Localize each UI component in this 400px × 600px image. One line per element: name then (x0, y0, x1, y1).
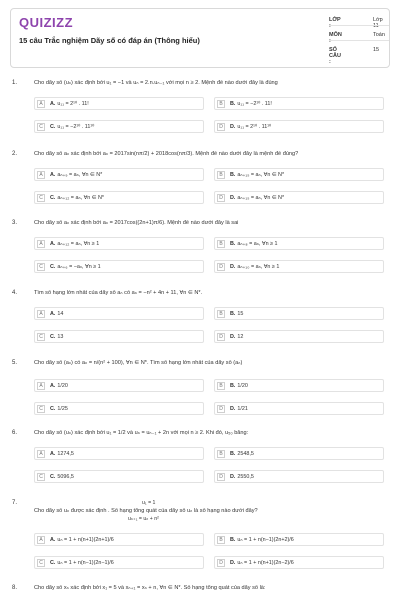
option-letter: B (217, 240, 225, 248)
option-text: aₙ₊₉ = aₙ, ∀n ∈ N* (57, 172, 103, 178)
option-text: 1/25 (57, 406, 68, 412)
option-b[interactable] (214, 533, 384, 546)
option-c[interactable] (34, 120, 204, 133)
option-text: u₁₁ = −2¹⁰ . 11! (237, 101, 272, 107)
option-letter: A (37, 240, 45, 248)
option-letter: D (217, 559, 225, 567)
option-c[interactable] (34, 191, 204, 204)
question-number: 1. (12, 80, 18, 86)
option-c[interactable] (34, 402, 204, 415)
option-b[interactable] (214, 237, 384, 250)
option-letter: C (37, 405, 45, 413)
option-letter: B (217, 100, 225, 108)
option-letter: D (217, 263, 225, 271)
option-letter: A (37, 382, 45, 390)
option-label: C. (50, 560, 56, 566)
option-letter: A (37, 171, 45, 179)
option-c[interactable] (34, 470, 204, 483)
meta-divider (329, 25, 389, 26)
question-text: Cho dãy số aₙ xác định bởi aₙ = 2017cos((2n+1)π/6). Mệnh đề nào dưới đây là sai (34, 220, 239, 226)
meta-subject-value: Toán (373, 32, 385, 38)
question-text: Cho dãy số (aₙ) có aₙ = n/(n² + 100), ∀n ∈ N*. Tìm số hạng lớn nhất của dãy số (aₙ) (34, 360, 243, 366)
option-b[interactable] (214, 379, 384, 392)
option-text: 14 (57, 311, 64, 317)
option-text: aₙ₊₁₂ = aₙ, ∀n ∈ N* (57, 195, 104, 201)
option-a[interactable] (34, 447, 204, 460)
option-letter: A (37, 450, 45, 458)
option-b[interactable] (214, 97, 384, 110)
system-line-1: u₁ = 1 (142, 500, 156, 506)
option-label: A. (50, 311, 56, 317)
option-label: A. (50, 241, 56, 247)
option-letter: B (217, 171, 225, 179)
option-c[interactable] (34, 260, 204, 273)
option-b[interactable] (214, 307, 384, 320)
option-d[interactable] (214, 470, 384, 483)
question-number: 7. (12, 500, 18, 506)
option-text: 15 (237, 311, 244, 317)
option-label: A. (50, 101, 56, 107)
option-text: 1/20 (237, 383, 248, 389)
option-letter: B (217, 382, 225, 390)
quizizz-logo: QUIZIZZ (19, 15, 74, 30)
option-label: C. (50, 334, 56, 340)
option-a[interactable] (34, 97, 204, 110)
option-text: uₙ = 1 + n(n−1)(2n−1)/6 (57, 560, 114, 566)
option-letter: D (217, 405, 225, 413)
option-letter: D (217, 194, 225, 202)
meta-count-value: 15 (373, 47, 380, 53)
meta-subject-key: MÔN : (329, 32, 342, 44)
option-label: C. (50, 195, 56, 201)
option-label: D. (230, 406, 236, 412)
option-text: 1274,5 (57, 451, 74, 457)
option-label: D. (230, 124, 236, 130)
option-text: u₁₁ = 2¹⁰ . 11¹⁰ (237, 124, 272, 130)
question-text: Cho dãy số xₙ xác định bởi x₁ = 5 và xₙ₊₁ = xₙ + n, ∀n ∈ N*. Số hạng tổng quát của dãy số là: (34, 585, 266, 591)
option-label: D. (230, 334, 236, 340)
question-number: 8. (12, 585, 18, 591)
option-letter: D (217, 333, 225, 341)
option-text: 2548,5 (237, 451, 254, 457)
option-label: A. (50, 451, 56, 457)
option-text: aₙ₊₆ = −aₙ, ∀n ≥ 1 (57, 264, 101, 270)
option-a[interactable] (34, 307, 204, 320)
option-b[interactable] (214, 447, 384, 460)
option-a[interactable] (34, 237, 204, 250)
question-text: Cho dãy số aₙ xác định bởi aₙ = 2017sin(nπ/2) + 2018cos(nπ/3). Mệnh đề nào dưới đây là mệnh đề đúng? (34, 151, 299, 157)
option-label: C. (50, 124, 56, 130)
option-text: uₙ = 1 + n(n+1)(2n−2)/6 (237, 560, 294, 566)
option-text: 12 (237, 334, 244, 340)
question-text: Cho dãy số (uₙ) xác định bởi u₁ = −1 và uₙ = 2.n.uₙ₋₁ với mọi n ≥ 2. Mệnh đề nào dưới đây là đúng (34, 80, 278, 86)
option-letter: B (217, 536, 225, 544)
option-label: A. (50, 172, 56, 178)
option-text: aₙ₊₈ = aₙ, ∀n ≥ 1 (237, 241, 278, 247)
worksheet-header (10, 8, 390, 68)
option-letter: B (217, 310, 225, 318)
system-line-2: uₙ₊₁ = uₙ + n² (128, 516, 159, 522)
question-text: Cho dãy số (uₙ) xác định bởi u₁ = 1/2 và uₙ = uₙ₋₁ + 2n với mọi n ≥ 2. Khi đó, u₅₀ bằng: (34, 430, 249, 436)
option-text: u₁₁ = −2¹⁰ . 11¹⁰ (57, 124, 95, 130)
option-d[interactable] (214, 556, 384, 569)
option-text: aₙ₊₁₂ = aₙ, ∀n ≥ 1 (57, 241, 100, 247)
option-letter: C (37, 263, 45, 271)
option-label: A. (50, 537, 56, 543)
option-d[interactable] (214, 402, 384, 415)
question-number: 4. (12, 290, 18, 296)
option-c[interactable] (34, 330, 204, 343)
option-label: B. (230, 101, 236, 107)
option-a[interactable] (34, 533, 204, 546)
option-letter: D (217, 473, 225, 481)
option-letter: C (37, 559, 45, 567)
option-text: 13 (57, 334, 64, 340)
question-number: 3. (12, 220, 18, 226)
option-text: 2550,5 (237, 474, 254, 480)
option-d[interactable] (214, 120, 384, 133)
option-label: C. (50, 264, 56, 270)
option-text: u₁₁ = 2¹⁰ . 11! (57, 101, 89, 107)
option-letter: C (37, 333, 45, 341)
option-label: B. (230, 537, 236, 543)
option-label: D. (230, 264, 236, 270)
meta-count-key: SỐ CÂU : (329, 47, 341, 65)
option-letter: D (217, 123, 225, 131)
option-label: B. (230, 311, 236, 317)
option-text: aₙ₊₁₀ = aₙ, ∀n ≥ 1 (237, 264, 280, 270)
option-label: D. (230, 195, 236, 201)
option-label: B. (230, 172, 236, 178)
option-text: aₙ₊₁₅ = aₙ, ∀n ∈ N* (237, 195, 285, 201)
option-letter: C (37, 123, 45, 131)
option-letter: A (37, 310, 45, 318)
option-label: B. (230, 241, 236, 247)
page-title: 15 câu Trắc nghiệm Dãy số có đáp án (Thông hiểu) (19, 36, 200, 45)
option-label: D. (230, 560, 236, 566)
option-label: B. (230, 383, 236, 389)
option-label: A. (50, 383, 56, 389)
question-text: Cho dãy số uₙ được xác định . Số hạng tổng quát của dãy số uₙ là số hạng nào dưới đây? (34, 508, 258, 514)
option-text: 5096,5 (57, 474, 74, 480)
meta-class-value: Lớp 11 (373, 17, 383, 29)
question-number: 2. (12, 151, 18, 157)
option-letter: A (37, 100, 45, 108)
option-text: uₙ = 1 + n(n+1)(2n+1)/6 (57, 537, 114, 543)
option-letter: A (37, 536, 45, 544)
option-d[interactable] (214, 191, 384, 204)
option-letter: B (217, 450, 225, 458)
question-number: 5. (12, 360, 18, 366)
option-d[interactable] (214, 260, 384, 273)
option-a[interactable] (34, 379, 204, 392)
option-label: D. (230, 474, 236, 480)
question-number: 6. (12, 430, 18, 436)
option-label: C. (50, 406, 56, 412)
option-b[interactable] (214, 168, 384, 181)
option-label: B. (230, 451, 236, 457)
meta-class-key: LỚP : (329, 17, 341, 29)
option-text: 1/20 (57, 383, 68, 389)
option-text: uₙ = 1 + n(n−1)(2n+2)/6 (237, 537, 294, 543)
option-letter: C (37, 473, 45, 481)
option-text: aₙ₊₁₅ = aₙ, ∀n ∈ N* (237, 172, 285, 178)
option-a[interactable] (34, 168, 204, 181)
question-text: Tìm số hạng lớn nhất của dãy số aₙ có aₙ = −n² + 4n + 11, ∀n ∈ N*. (34, 290, 203, 296)
meta-divider (329, 40, 389, 41)
option-c[interactable] (34, 556, 204, 569)
option-d[interactable] (214, 330, 384, 343)
option-label: C. (50, 474, 56, 480)
option-text: 1/21 (237, 406, 248, 412)
option-letter: C (37, 194, 45, 202)
